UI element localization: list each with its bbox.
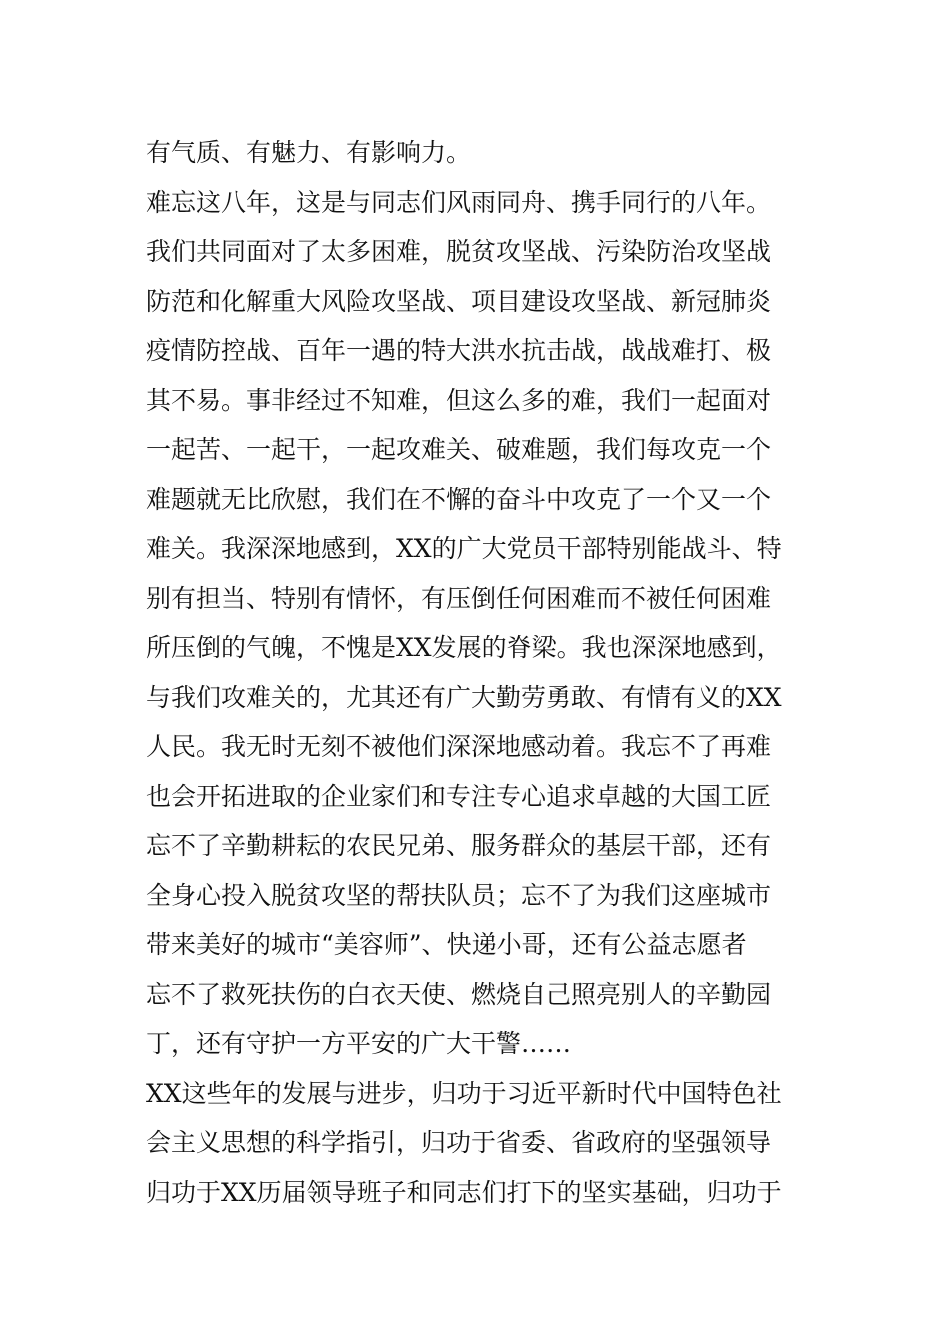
- text-line: 别有担当、特别有情怀，有压倒任何困难而不被任何困难: [146, 583, 772, 613]
- text-line: 我们共同面对了太多困难，脱贫攻坚战、污染防治攻坚战: [146, 237, 772, 266]
- text-line: 一起苦、一起干，一起攻难关、破难题，我们每攻克一个: [146, 435, 772, 464]
- text-line: 难忘这八年，这是与同志们风雨同舟、携手同行的八年。: [146, 187, 772, 217]
- text-line: 难关。我深深地感到，XX的广大党员干部特别能战斗、特: [146, 534, 782, 563]
- text-line: 所压倒的气魄，不愧是XX发展的脊梁。我也深深地感到，: [146, 633, 782, 662]
- text-line: 其不易。事非经过不知难，但这么多的难，我们一起面对: [146, 385, 772, 415]
- text-line: 全身心投入脱贫攻坚的帮扶队员；忘不了为我们这座城市: [146, 880, 772, 910]
- text-line: XX这些年的发展与进步，归功于习近平新时代中国特色社: [146, 1078, 782, 1108]
- text-line: 防范和化解重大风险攻坚战、项目建设攻坚战、新冠肺炎: [146, 286, 772, 316]
- text-line: 带来美好的城市“美容师”、快递小哥，还有公益志愿者: [146, 930, 747, 959]
- text-line: 人民。我无时无刻不被他们深深地感动着。我忘不了再难: [146, 732, 772, 761]
- text-line: 丁，还有守护一方平安的广大干警……: [146, 1029, 572, 1058]
- text-line: 忘不了救死扶伤的白衣天使、燃烧自己照亮别人的辛勤园: [146, 979, 772, 1009]
- text-line: 有气质、有魅力、有影响力。: [146, 138, 472, 167]
- text-line: 也会开拓进取的企业家们和专注专心追求卓越的大国工匠: [146, 781, 772, 811]
- text-line: 疫情防控战、百年一遇的特大洪水抗击战，战战难打、极: [146, 336, 772, 365]
- text-line: 归功于XX历届领导班子和同志们打下的坚实基础，归功于: [146, 1177, 782, 1207]
- text-line: 难题就无比欣慰，我们在不懈的奋斗中攻克了一个又一个: [146, 484, 772, 514]
- body-text: [146, 128, 816, 1217]
- text-line: 与我们攻难关的，尤其还有广大勤劳勇敢、有情有义的XX: [146, 682, 782, 712]
- text-line: 会主义思想的科学指引，归功于省委、省政府的坚强领导: [146, 1128, 772, 1157]
- text-line: 忘不了辛勤耕耘的农民兄弟、服务群众的基层干部，还有: [146, 831, 772, 860]
